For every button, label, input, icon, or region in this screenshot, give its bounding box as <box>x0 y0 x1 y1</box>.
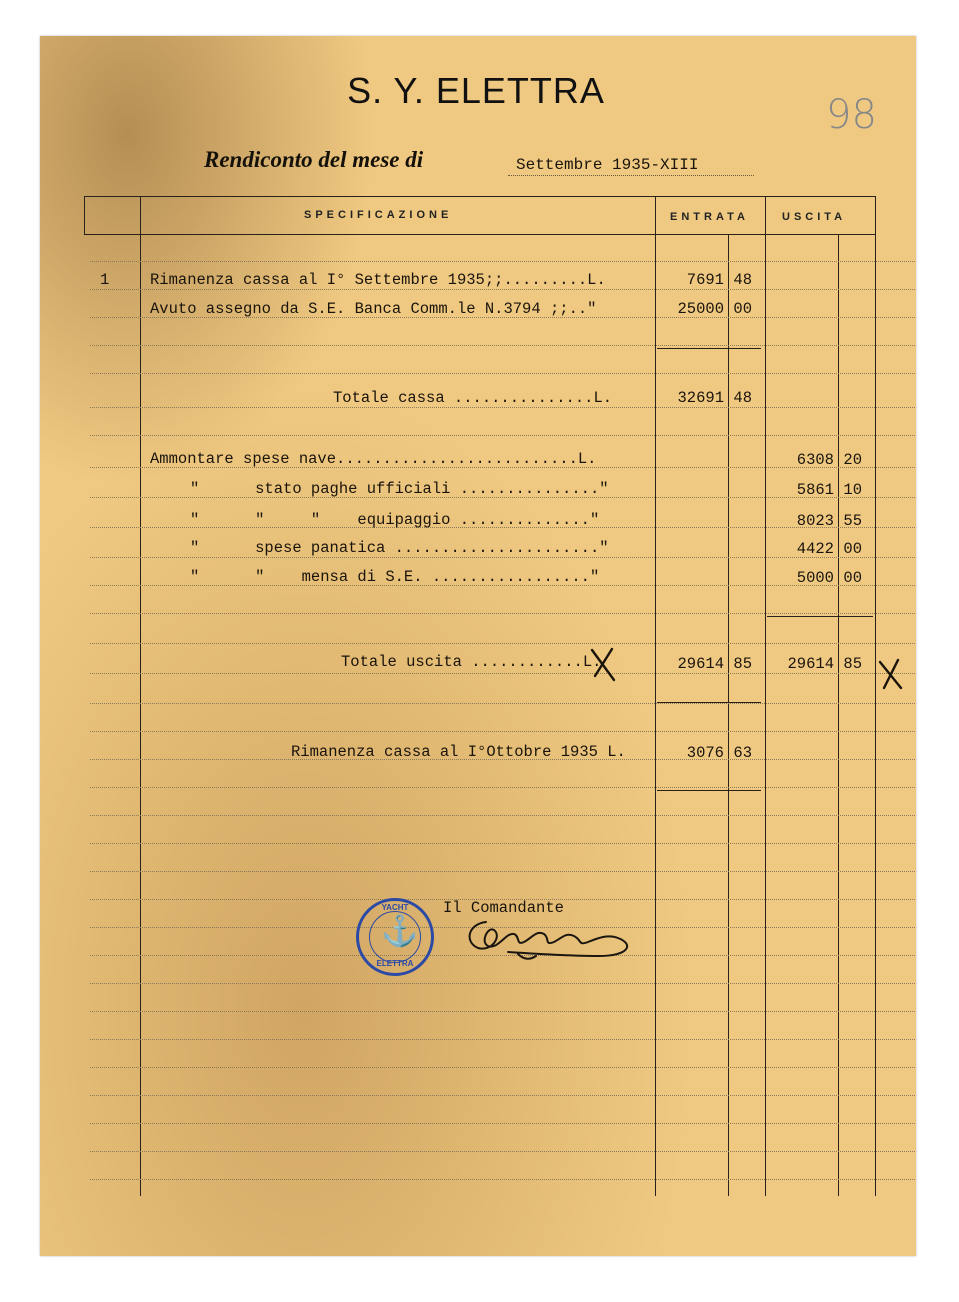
ruled-line <box>90 1011 915 1012</box>
ruled-line <box>90 983 915 984</box>
uscita-decimal: 00 <box>843 540 862 558</box>
ruled-line <box>90 673 915 674</box>
ruled-line <box>90 871 915 872</box>
entrata-integer: 32691 <box>677 389 724 407</box>
entrata-decimal: 85 <box>733 655 752 673</box>
ruled-line <box>90 643 915 644</box>
table-header-border <box>84 234 876 235</box>
ruled-line <box>90 843 915 844</box>
anchor-icon: ⚓ <box>381 915 419 948</box>
report-subtitle: Rendiconto del mese di <box>204 147 424 172</box>
ship-stamp <box>356 898 434 976</box>
ruled-line <box>90 407 915 408</box>
ruled-line <box>90 1123 915 1124</box>
entrata-decimal: 48 <box>733 389 752 407</box>
ruled-line <box>90 613 915 614</box>
report-period: Settembre 1935-XIII <box>516 156 699 174</box>
ruled-line <box>90 261 915 262</box>
uscita-integer: 6308 <box>796 451 834 469</box>
page-number: 98 <box>826 92 877 138</box>
header-specificazione: SPECIFICAZIONE <box>304 209 453 221</box>
stamp-top-text: YACHT <box>381 903 409 912</box>
check-mark-icon <box>588 646 618 684</box>
uscita-decimal: 20 <box>843 451 862 469</box>
ruled-line <box>90 373 915 374</box>
entrata-integer: 7691 <box>686 271 724 289</box>
entrata-integer: 29614 <box>677 655 724 673</box>
uscita-decimal-line <box>838 234 839 1196</box>
table-left-border <box>84 196 85 234</box>
total-expense-label: Totale uscita ............L. <box>341 653 602 671</box>
total-cash-label: Totale cassa ...............L. <box>333 389 613 407</box>
row-number: 1 <box>100 271 110 289</box>
entrata-integer: 25000 <box>677 300 724 318</box>
uscita-decimal: 00 <box>843 569 862 587</box>
ruled-line <box>90 1151 915 1152</box>
ruled-line <box>90 289 915 290</box>
uscita-integer: 5861 <box>796 481 834 499</box>
ruled-line <box>90 1067 915 1068</box>
uscita-decimal: 10 <box>843 481 862 499</box>
uscita-integer: 4422 <box>796 540 834 558</box>
uscita-decimal: 55 <box>843 512 862 530</box>
entrata-decimal: 48 <box>733 271 752 289</box>
table-top-border <box>84 196 876 197</box>
number-column-line <box>140 196 141 1196</box>
entry-text: Avuto assegno da S.E. Banca Comm.le N.3794 ;;.." <box>150 300 597 318</box>
ruled-line <box>90 1179 915 1180</box>
ruled-line <box>90 435 915 436</box>
entrata-decimal-line <box>728 234 729 1196</box>
ruled-line <box>90 815 915 816</box>
subtotal-underline <box>657 348 761 349</box>
signature-scribble <box>458 912 648 964</box>
check-mark-icon <box>876 658 906 692</box>
uscita-integer: 5000 <box>796 569 834 587</box>
ruled-line <box>90 731 915 732</box>
ruled-line <box>90 703 915 704</box>
total-underline <box>657 702 761 703</box>
expense-subtotal-underline <box>767 616 873 617</box>
ruled-line <box>90 1095 915 1096</box>
entrata-integer: 3076 <box>686 744 724 762</box>
expense-text: " spese panatica ......................" <box>190 539 609 557</box>
signatory-role: Il Comandante <box>443 899 564 917</box>
document-title: S. Y. ELETTRA <box>347 70 605 111</box>
header-uscita: USCITA <box>782 211 847 223</box>
balance-label: Rimanenza cassa al I°Ottobre 1935 L. <box>291 743 626 761</box>
uscita-integer: 29614 <box>787 655 834 673</box>
ruled-line <box>90 787 915 788</box>
period-underline <box>508 175 754 176</box>
ruled-line <box>90 1039 915 1040</box>
expense-text: " " " equipaggio .............." <box>190 511 600 529</box>
expense-text: Ammontare spese nave..........................L. <box>150 450 597 468</box>
stamp-bottom-text: ELETTRA <box>376 959 414 968</box>
entrata-decimal: 63 <box>733 744 752 762</box>
uscita-integer: 8023 <box>796 512 834 530</box>
uscita-column-line <box>765 196 766 1196</box>
expense-text: " " mensa di S.E. ................." <box>190 568 600 586</box>
balance-underline <box>657 790 761 791</box>
entrata-column-line <box>655 196 656 1196</box>
entry-text: Rimanenza cassa al I° Settembre 1935;;.........L. <box>150 271 606 289</box>
ruled-line <box>90 345 915 346</box>
entrata-decimal: 00 <box>733 300 752 318</box>
header-entrata: ENTRATA <box>670 211 749 223</box>
expense-text: " stato paghe ufficiali ..............." <box>190 480 609 498</box>
table-right-border <box>875 196 876 1196</box>
uscita-decimal: 85 <box>843 655 862 673</box>
